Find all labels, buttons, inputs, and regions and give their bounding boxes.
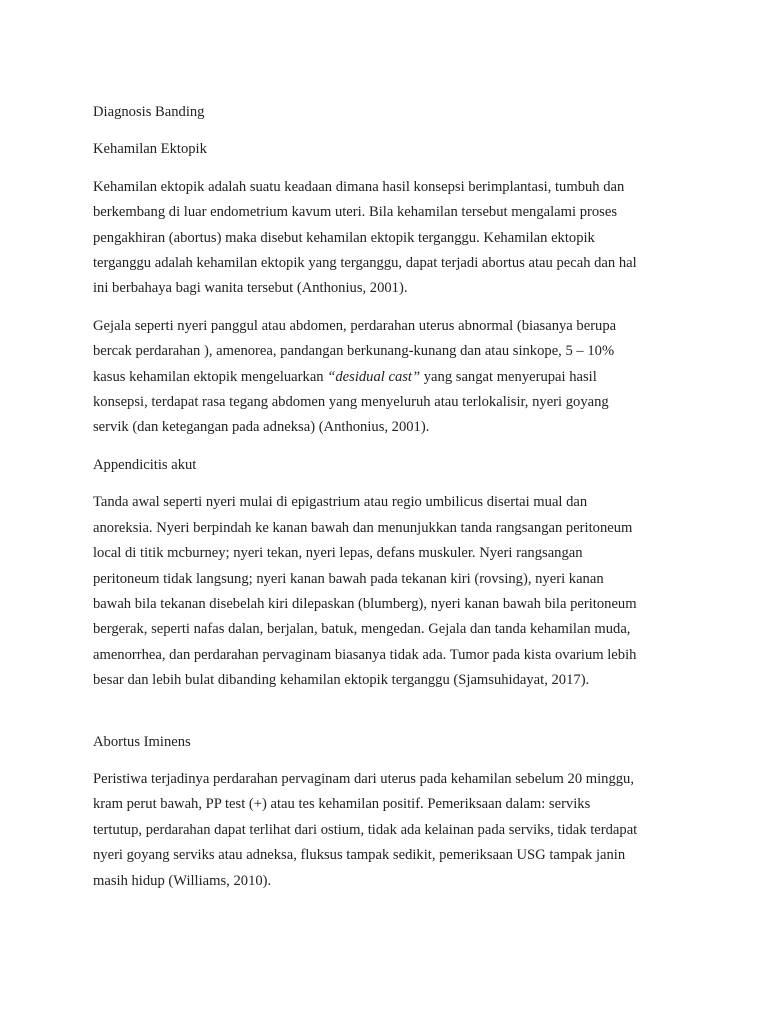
text-line: tertutup, perdarahan dapat terlihat dari ostium, tidak ada kelainan pada serviks, tidak terdapat [93, 821, 638, 838]
paragraph [93, 314, 683, 441]
text-line: bercak perdarahan ), amenorea, pandangan berkunang-kunang dan atau sinkope, 5 – 10% [93, 343, 615, 360]
text-line: local di titik mcburney; nyeri tekan, nyeri lepas, defans muskuler. Nyeri rangsangan [93, 545, 583, 562]
blank-line [93, 706, 683, 730]
text-line: ini berbahaya bagi wanita tersebut (Anthonius, 2001). [93, 280, 408, 297]
text-line: servik (dan ketegangan pada adneksa) (Anthonius, 2001). [93, 419, 430, 436]
text-line-mixed [93, 365, 683, 390]
text-line: amenorrhea, dan perdarahan pervaginam biasanya tidak ada. Tumor pada kista ovarium lebih [93, 646, 637, 663]
text-line: Kehamilan ektopik adalah suatu keadaan dimana hasil konsepsi berimplantasi, tumbuh dan [93, 178, 625, 195]
text-line: anoreksia. Nyeri berpindah ke kanan bawah dan menunjukkan tanda rangsangan peritoneum [93, 519, 633, 536]
text-line: peritoneum tidak langsung; nyeri kanan bawah pada tekanan kiri (rovsing), nyeri kanan [93, 570, 604, 587]
text-line: kram perut bawah, PP test (+) atau tes kehamilan positif. Pemeriksaan dalam: serviks [93, 796, 591, 813]
paragraph [93, 175, 683, 302]
text-line: Peristiwa terjadinya perdarahan pervaginam dari uterus pada kehamilan sebelum 20 minggu, [93, 770, 635, 787]
text-line: bawah bila tekanan disebelah kiri dilepaskan (blumberg), nyeri kanan bawah bila peritoneum [93, 595, 637, 612]
text-run: yang sangat menyerupai hasil [420, 368, 597, 385]
text-line: besar dan lebih bulat dibanding kehamilan ektopik terganggu (Sjamsuhidayat, 2017). [93, 672, 590, 689]
italic-term: “desidual cast” [327, 368, 421, 385]
text-line: pengakhiran (abortus) maka disebut kehamilan ektopik terganggu. Kehamilan ektopik [93, 229, 595, 246]
text-line: Gejala seperti nyeri panggul atau abdomen, perdarahan uterus abnormal (biasanya berupa [93, 317, 617, 334]
document-title: Diagnosis Banding [93, 104, 205, 120]
paragraph [93, 767, 683, 894]
text-line: bergerak, seperti nafas dalan, berjalan, batuk, mengedan. Gejala dan tanda kehamilan muda, [93, 621, 631, 638]
text-line: berkembang di luar endometrium kavum uteri. Bila kehamilan tersebut mengalami proses [93, 204, 618, 221]
text-line: nyeri goyang serviks atau adneksa, fluksus tampak sedikit, pemeriksaan USG tampak janin [93, 847, 626, 864]
text-line: terganggu adalah kehamilan ektopik yang terganggu, dapat terjadi abortus atau pecah dan hal [93, 255, 637, 272]
document-page [93, 100, 683, 906]
section-heading-abortus-iminens: Abortus Iminens [93, 733, 191, 750]
paragraph [93, 490, 683, 693]
section-heading-kehamilan-ektopik: Kehamilan Ektopik [93, 141, 207, 158]
text-line: masih hidup (Williams, 2010). [93, 872, 272, 889]
section-heading-appendicitis-akut: Appendicitis akut [93, 456, 197, 473]
text-run: kasus kehamilan ektopik mengeluarkan [93, 368, 328, 385]
text-line: Tanda awal seperti nyeri mulai di epigastrium atau regio umbilicus disertai mual dan [93, 494, 588, 511]
text-line: konsepsi, terdapat rasa tegang abdomen yang menyeluruh atau terlokalisir, nyeri goyang [93, 394, 609, 411]
